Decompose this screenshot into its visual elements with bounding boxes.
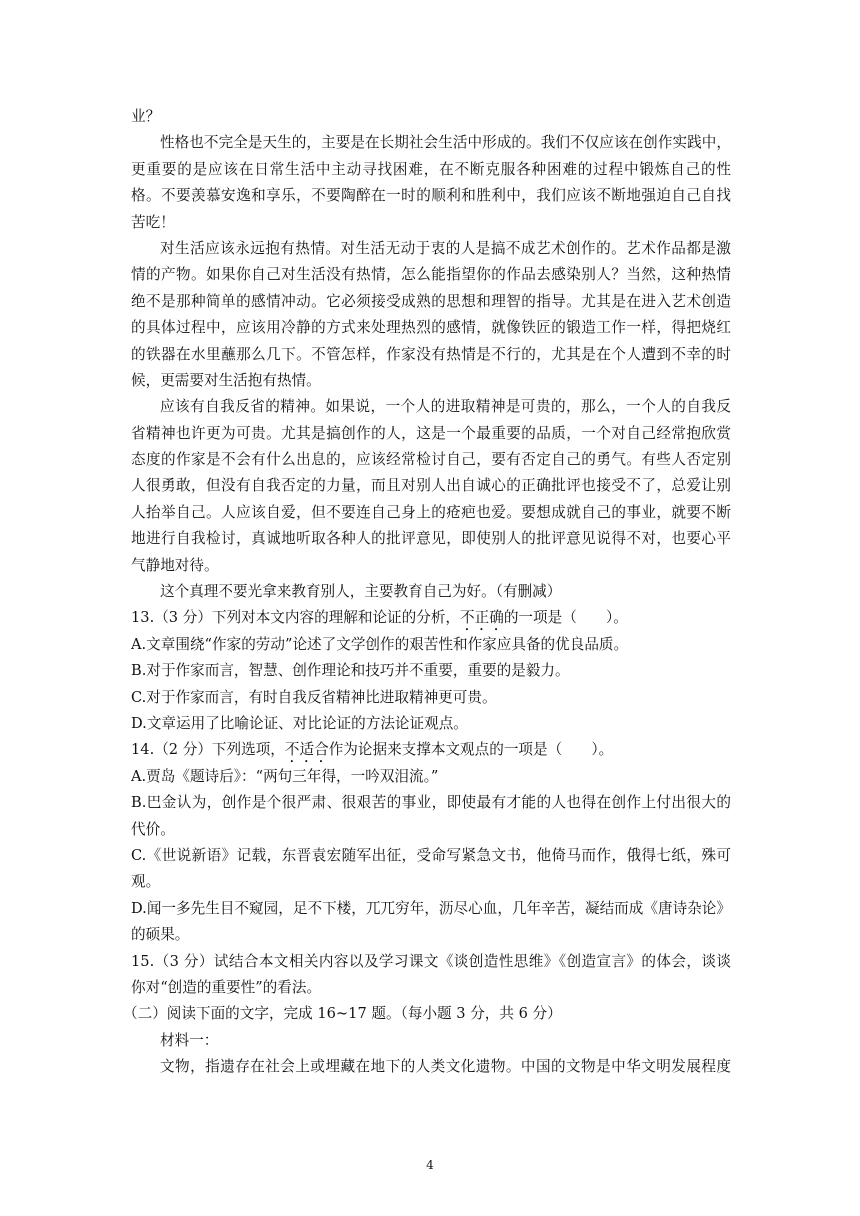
question-14-stem-part: 14.（2 分）下列选项， <box>131 741 285 759</box>
question-14-option-b: B.巴金认为，创作是个很严肃、很艰苦的事业，即使最有才能的人也得在创作上付出很大的 <box>131 794 731 812</box>
text-line: 的具体过程中，应该用冷静的方式来处理热烈的感情，就像铁匠的锻造工作一样，得把烧红 <box>131 319 731 337</box>
question-13-option-a: A.文章围绕“作家的劳动”论述了文学创作的艰苦性和作家应具备的优良品质。 <box>131 635 629 653</box>
text-line: 地进行自我检讨，真诚地听取各种人的批评意见，即使别人的批评意见说得不对，也要心平 <box>131 530 731 548</box>
emphasis-text: 不适合 <box>284 741 329 759</box>
page-content <box>123 104 731 1080</box>
text-line: 绝不是那种简单的感情冲动。它必须接受成熟的思想和理智的指导。尤其是在进入艺术创造 <box>131 292 731 310</box>
question-15-stem-cont: 你对“创造的重要性”的看法。 <box>131 978 322 996</box>
page-number: 4 <box>426 1158 434 1172</box>
text-line: 人抬举自己。人应该自爱，但不要连自己身上的疮疤也爱。要想成就自己的事业，就要不断 <box>131 503 731 521</box>
material-label: 材料一： <box>160 1031 219 1049</box>
question-14-option-c: C.《世说新语》记载，东晋袁宏随军出征，受命写紧急文书，他倚马而作，俄得七纸，殊可 <box>131 846 731 864</box>
emphasis-text: 不正确 <box>460 609 504 627</box>
text-line: 情的产物。如果你自己对生活没有热情，怎么能指望你的作品去感染别人？当然，这种热情 <box>131 266 731 284</box>
text-line: 文物，指遗存在社会上或埋藏在地下的人类文化遗物。中国的文物是中华文明发展程度 <box>160 1058 731 1076</box>
question-13-option-d: D.文章运用了比喻论证、对比论证的方法论证观点。 <box>131 714 468 732</box>
question-13-option-b: B.对于作家而言，智慧、创作理论和技巧并不重要，重要的是毅力。 <box>131 662 570 680</box>
question-13-stem-part: 的一项是（ ）。 <box>503 609 628 627</box>
question-13-stem <box>131 605 731 631</box>
question-14-stem-part: 作为论据来支撑本文观点的一项是（ ）。 <box>328 741 614 759</box>
text-line: 苦吃！ <box>131 213 175 231</box>
text-line: 对生活应该永远抱有热情。对生活无动于衷的人是搞不成艺术创作的。艺术作品都是激 <box>160 239 731 257</box>
text-line: 态度的作家是不会有什么出息的，应该经常检讨自己，要有否定自己的勇气。有些人否定别 <box>131 451 731 469</box>
text-line: 人很勇敢，但没有自我否定的力量，而且对别人出自诚心的正确批评也接受不了，总爱让别 <box>131 477 731 495</box>
question-15-stem: 15.（3 分）试结合本文相关内容以及学习课文《谈创造性思维》《创造宣言》的体会，谈谈 <box>131 952 731 970</box>
text-line: 气静地对待。 <box>131 556 219 574</box>
text-line: 候，更需要对生活抱有热情。 <box>131 371 321 389</box>
text-line: 业？ <box>131 108 161 125</box>
text-line: 性格也不完全是天生的，主要是在长期社会生活中形成的。我们不仅应该在创作实践中， <box>160 134 731 152</box>
text-line: 的铁器在水里蘸那么几下。不管怎样，作家没有热情是不行的，尤其是在个人遭到不幸的时 <box>131 345 731 363</box>
question-14-option-d: D.闻一多先生目不窥园，足不下楼，兀兀穷年，沥尽心血，几年辛苦，凝结而成《唐诗杂论》 <box>131 899 731 917</box>
question-14-option-d-cont: 的硕果。 <box>131 926 190 944</box>
section-heading: （二）阅读下面的文字，完成 16~17 题。（每小题 3 分，共 6 分） <box>123 1005 562 1023</box>
question-14-option-a: A.贾岛《题诗后》：“两句三年得，一吟双泪流。” <box>131 767 439 785</box>
text-line: 这个真理不要光拿来教育别人，主要教育自己为好。（有删减） <box>160 583 562 601</box>
text-line: 更重要的是应该在日常生活中主动寻找困难，在不断克服各种困难的过程中锻炼自己的性 <box>131 160 731 178</box>
question-13-stem-part: 13.（3 分）下列对本文内容的理解和论证的分析， <box>131 609 461 627</box>
question-13-option-c: C.对于作家而言，有时自我反省精神比进取精神更可贵。 <box>131 688 497 706</box>
text-line: 省精神也许更为可贵。尤其是搞创作的人，这是一个最重要的品质，一个对自己经常抱欣赏 <box>131 424 731 442</box>
question-14-option-b-cont: 代价。 <box>131 820 175 838</box>
question-14-option-c-cont: 观。 <box>131 873 161 891</box>
text-line: 应该有自我反省的精神。如果说，一个人的进取精神是可贵的，那么，一个人的自我反 <box>160 398 731 416</box>
text-line: 格。不要羡慕安逸和享乐，不要陶醉在一时的顺利和胜利中，我们应该不断地强迫自己自找 <box>131 187 731 205</box>
question-14-stem <box>131 737 731 763</box>
